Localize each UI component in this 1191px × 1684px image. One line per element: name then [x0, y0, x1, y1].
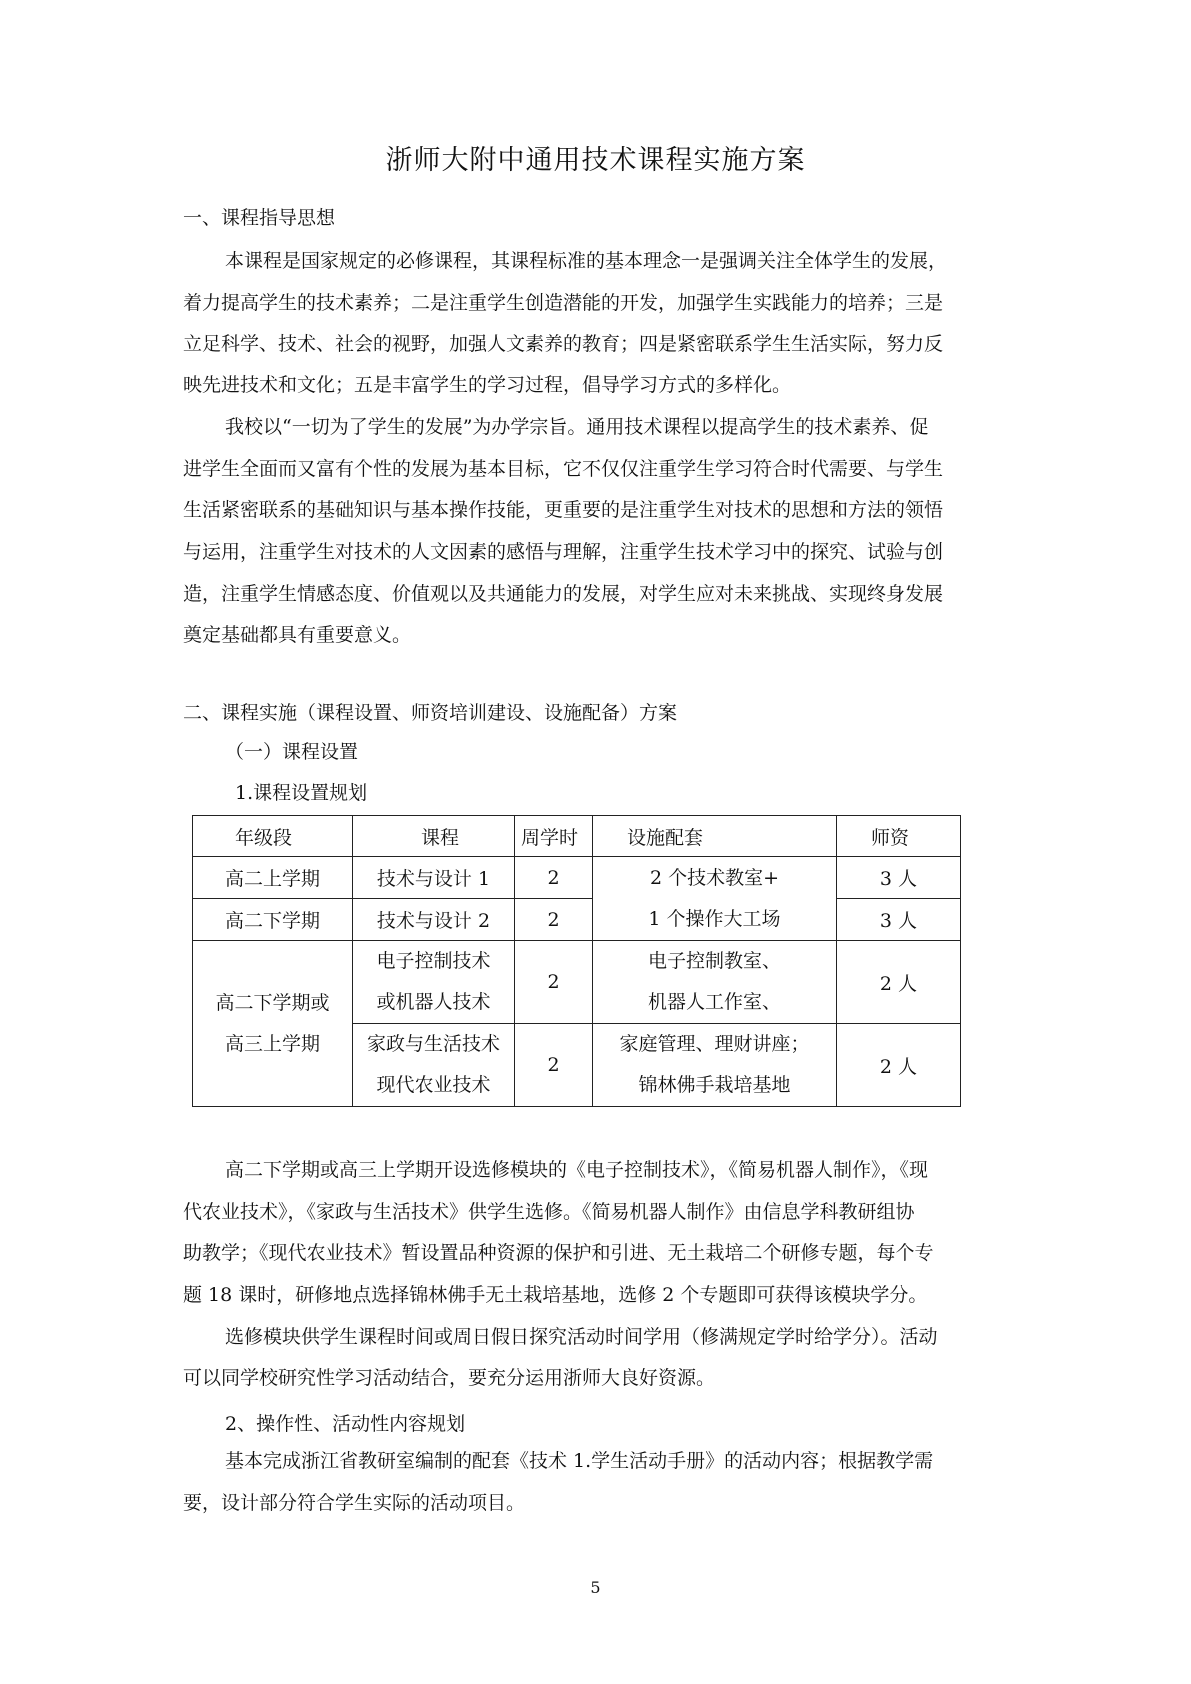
para3-line3: 助教学；《现代农业技术》暂设置品种资源的保护和引进、无土栽培二个研修专题，每个专	[183, 1242, 934, 1264]
course-line-1: 电子控制技术	[376, 950, 491, 972]
subheading-course-setup: （一）课程设置	[225, 741, 359, 763]
page-number: 5	[590, 1578, 601, 1597]
para3-line4: 题 18 课时，研修地点选择锦林佛手无土栽培基地，选修 2 个专题即可获得该模块学分。	[183, 1284, 928, 1306]
page-title: 浙师大附中通用技术课程实施方案	[385, 145, 806, 176]
para2-line6: 奠定基础都具有重要意义。	[183, 624, 412, 646]
para3-line1: 高二下学期或高三上学期开设选修模块的《电子控制技术》，《简易机器人制作》，《现	[225, 1159, 929, 1181]
facility-line-2: 1 个操作大工场	[648, 907, 781, 930]
header-hours: 周学时	[515, 816, 593, 857]
cell-facility	[593, 941, 837, 1024]
cell-course	[353, 1024, 515, 1107]
header-course: 课程	[353, 816, 515, 857]
table-row	[193, 857, 961, 899]
cell-hours: 2	[515, 1024, 593, 1107]
course-line-2: 现代农业技术	[376, 1074, 491, 1096]
facility-line-1: 电子控制教室、	[647, 950, 781, 972]
table-row	[193, 941, 961, 1024]
para5-line1: 基本完成浙江省教研室编制的配套《技术 1.学生活动手册》的活动内容；根据教学需	[225, 1450, 934, 1472]
cell-hours: 2	[515, 857, 593, 899]
cell-course: 技术与设计 2	[353, 899, 515, 941]
cell-grade-merged	[193, 941, 353, 1107]
para3-line2: 代农业技术》，《家政与生活技术》供学生选修。《简易机器人制作》由信息学科教研组协	[183, 1201, 915, 1223]
para2-line2: 进学生全面而又富有个性的发展为基本目标，它不仅仅注重学生学习符合时代需要、与学生	[183, 458, 944, 480]
cell-facility	[593, 1024, 837, 1107]
cell-course: 技术与设计 1	[353, 857, 515, 899]
cell-hours: 2	[515, 941, 593, 1024]
para2-line4: 与运用，注重学生对技术的人文因素的感悟与理解，注重学生技术学习中的探究、试验与创	[183, 541, 944, 563]
section-heading-2: 二、课程实施（课程设置、师资培训建设、设施配备）方案	[183, 702, 678, 724]
facility-line-2: 机器人工作室、	[647, 991, 781, 1013]
cell-hours: 2	[515, 899, 593, 941]
para5-line2: 要，设计部分符合学生实际的活动项目。	[183, 1492, 526, 1514]
para2-line1: 我校以“一切为了学生的发展”为办学宗旨。通用技术课程以提高学生的技术素养、促	[225, 416, 929, 438]
section-heading-1: 一、课程指导思想	[183, 207, 336, 229]
cell-teachers: 2 人	[837, 1024, 961, 1107]
table-header-row	[193, 816, 961, 857]
header-teachers: 师资	[837, 816, 961, 857]
facility-line-1: 家庭管理、理财讲座；	[619, 1033, 810, 1055]
cell-teachers: 3 人	[837, 899, 961, 941]
grade-line-1: 高二下学期或	[215, 991, 330, 1014]
para2-line5: 造，注重学生情感态度、价值观以及共通能力的发展，对学生应对未来挑战、实现终身发展	[183, 583, 944, 605]
facility-line-1: 2 个技术教室+	[649, 866, 780, 889]
course-plan-table	[192, 815, 961, 1107]
subheading-activities: 2、操作性、活动性内容规划	[225, 1413, 466, 1435]
para1-line1: 本课程是国家规定的必修课程，其课程标准的基本理念一是强调关注全体学生的发展，	[225, 250, 948, 272]
para1-line3: 立足科学、技术、社会的视野，加强人文素养的教育；四是紧密联系学生生活实际，努力反	[183, 333, 944, 355]
grade-line-2: 高三上学期	[224, 1032, 320, 1055]
subheading-plan: 1.课程设置规划	[235, 782, 368, 804]
cell-teachers: 2 人	[837, 941, 961, 1024]
cell-teachers: 3 人	[837, 857, 961, 899]
cell-facility-shared	[593, 857, 837, 941]
header-grade: 年级段	[193, 816, 353, 857]
cell-grade: 高二下学期	[193, 899, 353, 941]
para4-line2: 可以同学校研究性学习活动结合，要充分运用浙师大良好资源。	[183, 1367, 716, 1389]
para4-line1: 选修模块供学生课程时间或周日假日探究活动时间学用（修满规定学时给学分）。活动	[225, 1326, 938, 1348]
table-row	[193, 899, 961, 941]
para2-line3: 生活紧密联系的基础知识与基本操作技能，更重要的是注重学生对技术的思想和方法的领悟	[183, 499, 944, 521]
para1-line2: 着力提高学生的技术素养；二是注重学生创造潜能的开发，加强学生实践能力的培养；三是	[183, 292, 944, 314]
header-facility: 设施配套	[593, 816, 837, 857]
course-line-1: 家政与生活技术	[366, 1033, 500, 1055]
cell-grade: 高二上学期	[193, 857, 353, 899]
facility-line-2: 锦林佛手栽培基地	[638, 1074, 791, 1096]
course-line-2: 或机器人技术	[376, 991, 491, 1013]
cell-course	[353, 941, 515, 1024]
para1-line4: 映先进技术和文化；五是丰富学生的学习过程，倡导学习方式的多样化。	[183, 374, 792, 396]
